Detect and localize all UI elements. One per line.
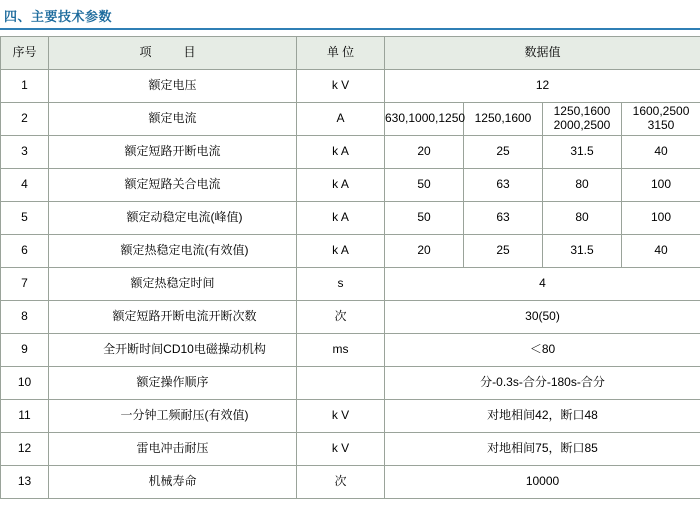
row-number: 2: [1, 103, 49, 136]
row-value-cell: 80: [543, 169, 622, 202]
row-value: 分-0.3s-合分-180s-合分: [385, 367, 700, 400]
row-number: 11: [1, 400, 49, 433]
header-unit: 单 位: [297, 37, 385, 70]
table-header-row: [1, 37, 700, 70]
row-number: 3: [1, 136, 49, 169]
row-unit: k V: [297, 70, 385, 103]
row-unit: k V: [297, 400, 385, 433]
table-row: [1, 433, 700, 466]
row-value-cell: 80: [543, 202, 622, 235]
row-value-cell: 100: [622, 202, 700, 235]
row-value: 4: [385, 268, 700, 301]
table-row: [1, 334, 700, 367]
row-value-cell: 40: [622, 136, 700, 169]
row-item-label: 额定短路开断电流: [49, 136, 297, 169]
row-unit: k V: [297, 433, 385, 466]
row-value-cell: 31.5: [543, 235, 622, 268]
table-row: [1, 169, 700, 202]
table-row: [1, 268, 700, 301]
row-item-label: 额定动稳定电流(峰值): [49, 202, 297, 235]
header-item: 项 目: [49, 37, 297, 70]
row-unit: 次: [297, 466, 385, 499]
row-value: 12: [385, 70, 700, 103]
table-row: [1, 301, 700, 334]
row-number: 4: [1, 169, 49, 202]
row-number: 6: [1, 235, 49, 268]
section-title: 四、主要技术参数: [4, 9, 113, 24]
row-number: 7: [1, 268, 49, 301]
technical-parameters-table: [0, 36, 700, 499]
row-value-cell: 1250,1600: [464, 103, 543, 136]
row-value-cell: 20: [385, 235, 464, 268]
row-item-label: 一分钟工频耐压(有效值): [49, 400, 297, 433]
row-number: 9: [1, 334, 49, 367]
table-row: [1, 103, 700, 136]
row-item-label: 额定电压: [49, 70, 297, 103]
row-value-cell: 25: [464, 136, 543, 169]
title-divider: [0, 28, 700, 30]
row-value-cell: 50: [385, 202, 464, 235]
row-value: 对地相间75，断口85: [385, 433, 700, 466]
table-row: [1, 400, 700, 433]
row-number: 13: [1, 466, 49, 499]
row-value-cell: 100: [622, 169, 700, 202]
row-number: 1: [1, 70, 49, 103]
row-unit: k A: [297, 235, 385, 268]
row-number: 10: [1, 367, 49, 400]
row-value-cell: 25: [464, 235, 543, 268]
row-unit: A: [297, 103, 385, 136]
row-item-label: 雷电冲击耐压: [49, 433, 297, 466]
table-body: [1, 70, 700, 499]
row-unit: [297, 367, 385, 400]
row-value: 对地相间42，断口48: [385, 400, 700, 433]
row-unit: 次: [297, 301, 385, 334]
table-row: [1, 367, 700, 400]
row-number: 8: [1, 301, 49, 334]
row-item-label: 机械寿命: [49, 466, 297, 499]
header-no: 序号: [1, 37, 49, 70]
table-row: [1, 466, 700, 499]
row-item-label: 额定操作顺序: [49, 367, 297, 400]
row-unit: k A: [297, 202, 385, 235]
table-row: [1, 136, 700, 169]
row-unit: ms: [297, 334, 385, 367]
row-unit: k A: [297, 169, 385, 202]
table-row: [1, 70, 700, 103]
row-number: 5: [1, 202, 49, 235]
row-unit: s: [297, 268, 385, 301]
row-item-label: 额定电流: [49, 103, 297, 136]
row-value: ＜80: [385, 334, 700, 367]
row-item-label: 额定短路开断电流开断次数: [49, 301, 297, 334]
row-value-cell: 63: [464, 169, 543, 202]
row-value-cell: 1600,2500 3150: [622, 103, 700, 136]
row-unit: k A: [297, 136, 385, 169]
row-value-cell: 20: [385, 136, 464, 169]
table-row: [1, 202, 700, 235]
row-value-cell: 50: [385, 169, 464, 202]
table-row: [1, 235, 700, 268]
row-number: 12: [1, 433, 49, 466]
row-value: 10000: [385, 466, 700, 499]
row-value-cell: 40: [622, 235, 700, 268]
row-item-label: 额定短路关合电流: [49, 169, 297, 202]
row-value: 30(50): [385, 301, 700, 334]
row-item-label: 全开断时间CD10电磁操动机构: [49, 334, 297, 367]
row-value-cell: 63: [464, 202, 543, 235]
row-value-cell: 1250,1600 2000,2500: [543, 103, 622, 136]
header-value: 数据值: [385, 37, 700, 70]
row-value-cell: 31.5: [543, 136, 622, 169]
row-item-label: 额定热稳定电流(有效值): [49, 235, 297, 268]
row-item-label: 额定热稳定时间: [49, 268, 297, 301]
row-value-cell: 630,1000,1250: [385, 103, 464, 136]
